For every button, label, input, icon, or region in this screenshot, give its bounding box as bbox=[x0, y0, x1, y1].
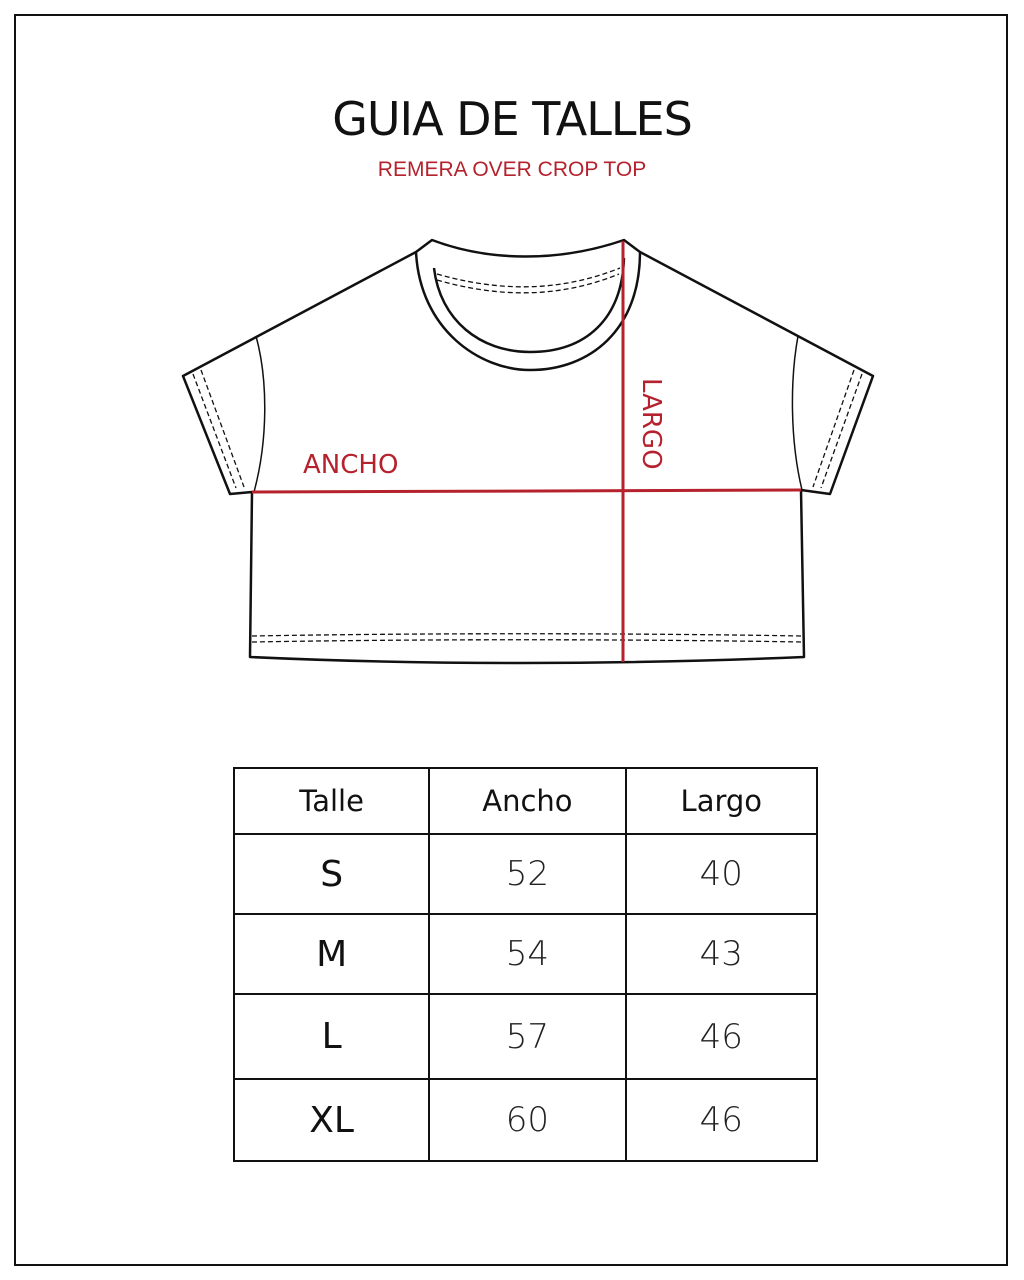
left-cuff-stitch-1 bbox=[193, 374, 236, 488]
ancho-measure-line bbox=[252, 490, 801, 492]
size-cell: M bbox=[234, 914, 429, 994]
size-cell: S bbox=[234, 834, 429, 914]
largo-label: LARGO bbox=[636, 378, 666, 470]
left-cuff-stitch-2 bbox=[201, 370, 244, 487]
table-row bbox=[234, 914, 817, 994]
header-ancho: Ancho bbox=[429, 768, 625, 834]
hem-stitch-1 bbox=[252, 634, 803, 636]
hem-stitch-2 bbox=[252, 640, 803, 642]
header-talle: Talle bbox=[234, 768, 429, 834]
ancho-cell: 60 bbox=[429, 1079, 625, 1161]
size-cell: L bbox=[234, 994, 429, 1079]
shirt-outline bbox=[183, 240, 873, 663]
ancho-cell: 57 bbox=[429, 994, 625, 1079]
largo-cell: 40 bbox=[626, 834, 817, 914]
largo-cell: 46 bbox=[626, 994, 817, 1079]
ancho-cell: 54 bbox=[429, 914, 625, 994]
size-cell: XL bbox=[234, 1079, 429, 1161]
right-cuff-stitch-2 bbox=[813, 370, 854, 487]
right-cuff-stitch-1 bbox=[821, 374, 862, 488]
neckline-inner bbox=[434, 258, 624, 352]
right-sleeve-seam bbox=[792, 336, 802, 490]
neck-stitch-2 bbox=[437, 274, 619, 293]
largo-cell: 43 bbox=[626, 914, 817, 994]
neck-stitch-1 bbox=[437, 268, 620, 287]
table-row bbox=[234, 994, 817, 1079]
table-header-row bbox=[234, 768, 817, 834]
header-largo: Largo bbox=[626, 768, 817, 834]
left-sleeve-seam bbox=[254, 336, 265, 492]
ancho-cell: 52 bbox=[429, 834, 625, 914]
size-table bbox=[233, 767, 818, 1162]
table-row bbox=[234, 834, 817, 914]
table-row bbox=[234, 1079, 817, 1161]
page-subtitle: REMERA OVER CROP TOP bbox=[377, 158, 647, 181]
largo-cell: 46 bbox=[626, 1079, 817, 1161]
page-title: GUIA DE TALLES bbox=[332, 92, 692, 146]
ancho-label: ANCHO bbox=[303, 450, 399, 480]
